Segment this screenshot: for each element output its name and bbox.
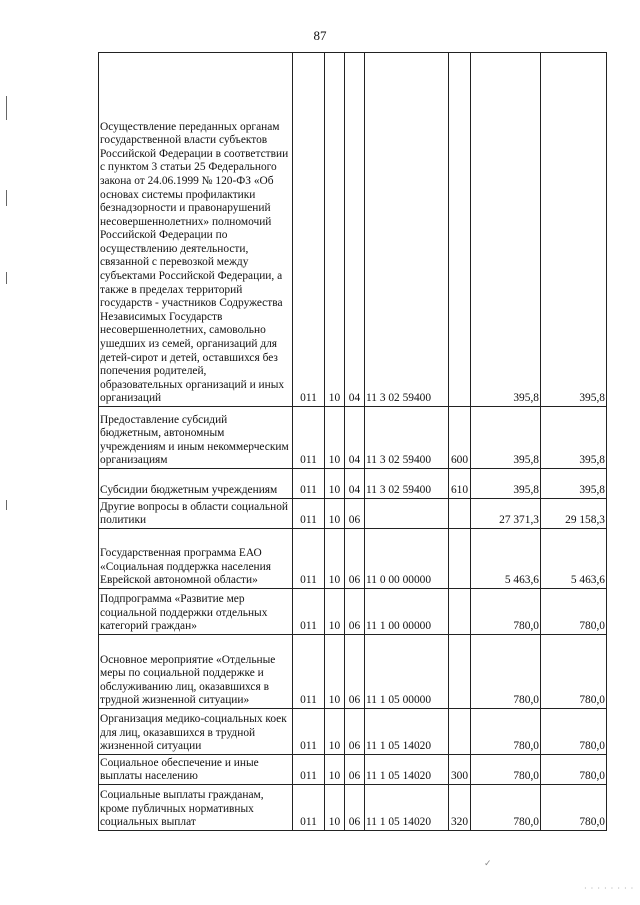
table-row: [99, 469, 607, 499]
expense-type-code: [449, 635, 471, 709]
ministry-code: 011: [293, 499, 325, 529]
target-code: 11 3 02 59400: [365, 469, 449, 499]
target-code: [365, 499, 449, 529]
value-2020: 395,8: [541, 407, 607, 469]
value-2019: 395,8: [471, 407, 541, 469]
ministry-code: 011: [293, 589, 325, 635]
budget-table: [98, 52, 607, 831]
expense-type-code: [449, 53, 471, 407]
row-name: Организация медико-социальных коек для лиц, оказавшихся в трудной жизненной ситуации: [99, 709, 293, 755]
table-row: [99, 499, 607, 529]
target-code: 11 3 02 59400: [365, 407, 449, 469]
expense-type-code: [449, 529, 471, 589]
row-name: Социальные выплаты гражданам, кроме публичных нормативных социальных выплат: [99, 785, 293, 831]
value-2020: 780,0: [541, 755, 607, 785]
target-code: 11 1 05 14020: [365, 709, 449, 755]
expense-type-code: 610: [449, 469, 471, 499]
value-2020: 780,0: [541, 785, 607, 831]
margin-mark: [6, 272, 7, 284]
section-code: 10: [325, 469, 345, 499]
subsection-code: 04: [345, 407, 365, 469]
value-2020: 780,0: [541, 709, 607, 755]
table-row: [99, 755, 607, 785]
margin-mark: [6, 190, 7, 206]
section-code: 10: [325, 529, 345, 589]
row-name: Подпрограмма «Развитие мер социальной поддержки отдельных категорий граждан»: [99, 589, 293, 635]
target-code: 11 1 05 14020: [365, 785, 449, 831]
subsection-code: 04: [345, 53, 365, 407]
section-code: 10: [325, 635, 345, 709]
value-2019: 395,8: [471, 469, 541, 499]
target-code: 11 1 05 00000: [365, 635, 449, 709]
value-2019: 5 463,6: [471, 529, 541, 589]
expense-type-code: 600: [449, 407, 471, 469]
scan-mark: ✓: [484, 858, 492, 868]
row-name: Другие вопросы в области социальной политики: [99, 499, 293, 529]
value-2020: 29 158,3: [541, 499, 607, 529]
expense-type-code: [449, 589, 471, 635]
ministry-code: 011: [293, 709, 325, 755]
row-name: Основное мероприятие «Отдельные меры по социальной поддержке и обслуживанию лиц, оказавшихся в трудной жизненной ситуации»: [99, 635, 293, 709]
subsection-code: 06: [345, 755, 365, 785]
ministry-code: 011: [293, 53, 325, 407]
expense-type-code: [449, 499, 471, 529]
table-row: [99, 635, 607, 709]
value-2019: 395,8: [471, 53, 541, 407]
expense-type-code: 300: [449, 755, 471, 785]
scan-dots: · · · · · · · ·: [584, 884, 635, 893]
margin-mark: [6, 96, 7, 120]
value-2019: 780,0: [471, 709, 541, 755]
ministry-code: 011: [293, 785, 325, 831]
target-code: 11 1 05 14020: [365, 755, 449, 785]
table-row: [99, 785, 607, 831]
subsection-code: 06: [345, 589, 365, 635]
table-row: [99, 53, 607, 407]
subsection-code: 06: [345, 709, 365, 755]
margin-mark: [6, 500, 7, 510]
ministry-code: 011: [293, 635, 325, 709]
subsection-code: 06: [345, 499, 365, 529]
value-2019: 780,0: [471, 785, 541, 831]
section-code: 10: [325, 785, 345, 831]
table-row: [99, 589, 607, 635]
subsection-code: 06: [345, 529, 365, 589]
expense-type-code: [449, 709, 471, 755]
ministry-code: 011: [293, 407, 325, 469]
section-code: 10: [325, 53, 345, 407]
table-row: [99, 407, 607, 469]
target-code: 11 3 02 59400: [365, 53, 449, 407]
row-name: Предоставление субсидий бюджетным, автономным учреждениям и иным некоммерческим организациям: [99, 407, 293, 469]
ministry-code: 011: [293, 469, 325, 499]
table-row: [99, 529, 607, 589]
table-row: [99, 709, 607, 755]
value-2019: 780,0: [471, 755, 541, 785]
subsection-code: 06: [345, 785, 365, 831]
section-code: 10: [325, 407, 345, 469]
value-2020: 780,0: [541, 635, 607, 709]
section-code: 10: [325, 709, 345, 755]
subsection-code: 06: [345, 635, 365, 709]
ministry-code: 011: [293, 755, 325, 785]
target-code: 11 1 00 00000: [365, 589, 449, 635]
section-code: 10: [325, 755, 345, 785]
value-2019: 27 371,3: [471, 499, 541, 529]
value-2020: 395,8: [541, 469, 607, 499]
value-2020: 5 463,6: [541, 529, 607, 589]
value-2020: 395,8: [541, 53, 607, 407]
row-name: Государственная программа ЕАО «Социальная поддержка населения Еврейской автономной области»: [99, 529, 293, 589]
row-name: Субсидии бюджетным учреждениям: [99, 469, 293, 499]
expense-type-code: 320: [449, 785, 471, 831]
row-name: Осуществление переданных органам государственной власти субъектов Российской Федерации в соответствии с пунктом 3 статьи 25 Федерального закона от 24.06.1999 № 120-ФЗ «Об основах системы профилактики безнадзорности и правонарушений несовершеннолетних» полномочий Российской Федерации по осуществлению деятельности, связанной с перевозкой между субъектами Российской Федерации, а также в пределах территорий государств - участников Содружества Независимых Государств несовершеннолетних, самовольно ушедших из семей, организаций для детей-сирот и детей, оставшихся без попечения родителей, образовательных организаций и иных организаций: [99, 53, 293, 407]
target-code: 11 0 00 00000: [365, 529, 449, 589]
value-2019: 780,0: [471, 589, 541, 635]
value-2020: 780,0: [541, 589, 607, 635]
ministry-code: 011: [293, 529, 325, 589]
page-number: 87: [313, 28, 327, 43]
section-code: 10: [325, 499, 345, 529]
section-code: 10: [325, 589, 345, 635]
row-name: Социальное обеспечение и иные выплаты населению: [99, 755, 293, 785]
value-2019: 780,0: [471, 635, 541, 709]
subsection-code: 04: [345, 469, 365, 499]
